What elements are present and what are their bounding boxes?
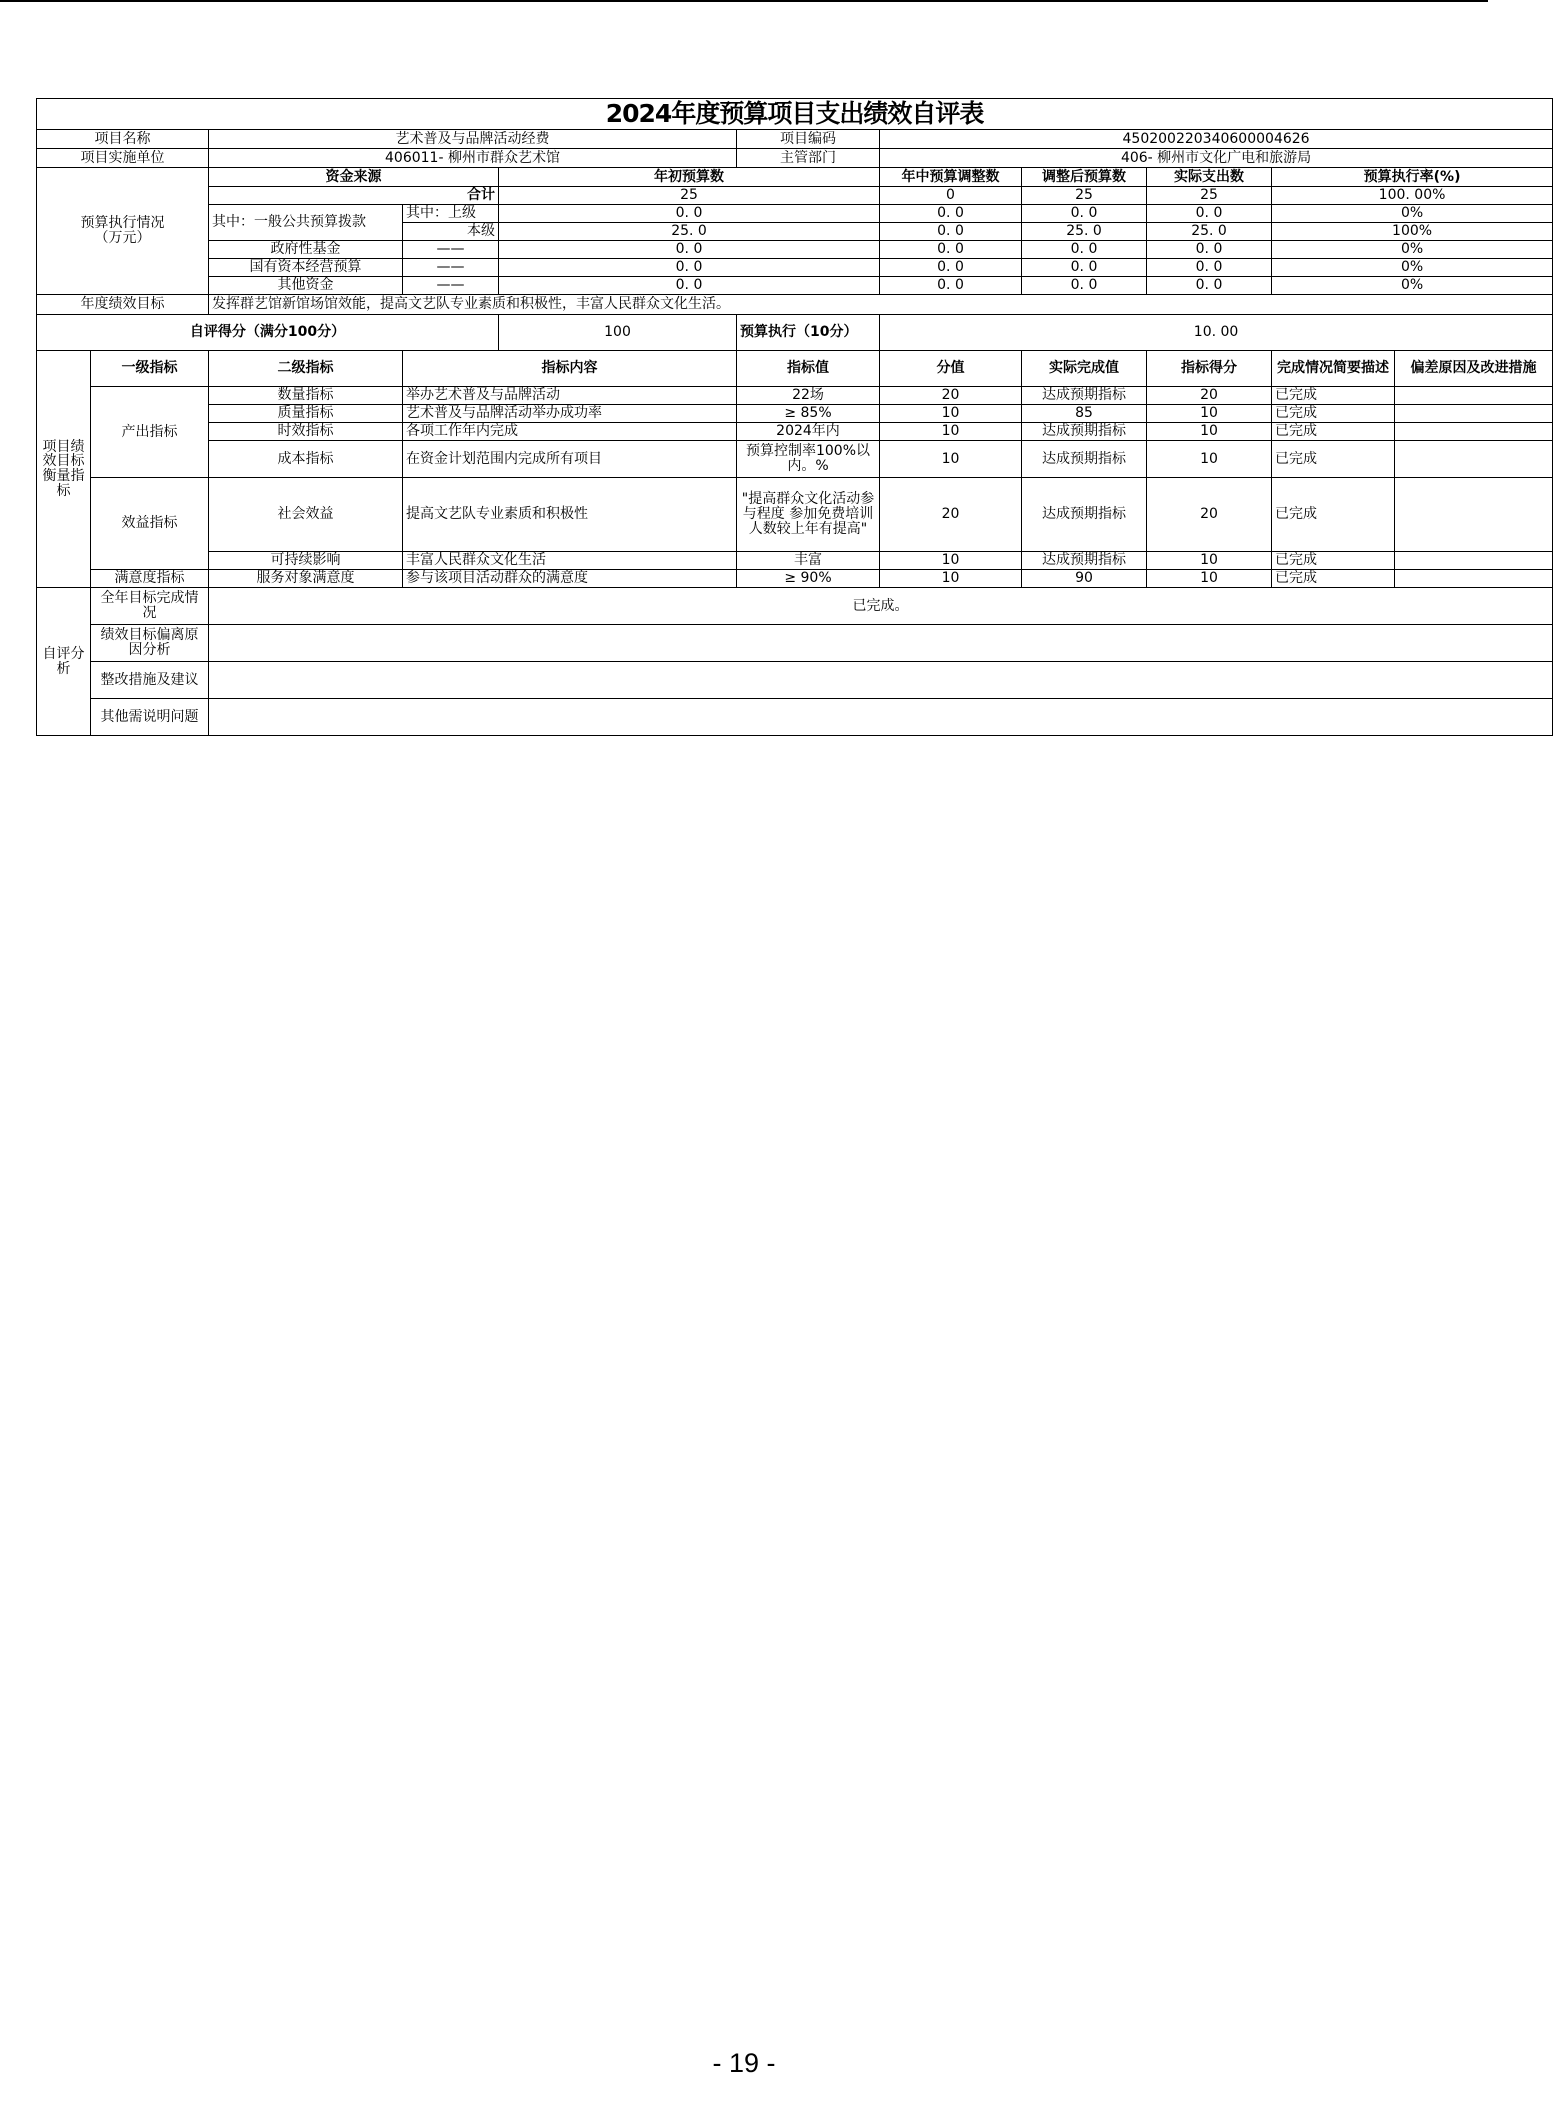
header-deviation: 偏差原因及改进措施 — [1395, 351, 1553, 387]
upper-mid-adjust: 0. 0 — [880, 205, 1022, 223]
value-cell: ≥ 85% — [737, 405, 880, 423]
impl-unit-value: 406011- 柳州市群众艺术馆 — [209, 149, 737, 168]
local-mid-adjust: 0. 0 — [880, 223, 1022, 241]
points-cell: 10 — [880, 423, 1022, 441]
header-level1: 一级指标 — [91, 351, 209, 387]
self-analysis-label: 自评分析 — [37, 588, 91, 736]
actual-cell: 达成预期指标 — [1022, 478, 1147, 552]
deviation-cell — [1395, 387, 1553, 405]
other-fund-adjusted: 0. 0 — [1022, 277, 1147, 295]
other-fund-initial: 0. 0 — [499, 277, 880, 295]
value-cell: "提高群众文化活动参与程度 参加免费培训人数较上年有提高" — [737, 478, 880, 552]
gov-fund-label: 政府性基金 — [209, 241, 403, 259]
score-cell: 10 — [1147, 570, 1272, 588]
deviation-cell — [1395, 570, 1553, 588]
project-code-value: 450200220340600004626 — [880, 130, 1553, 149]
desc-cell: 已完成 — [1272, 441, 1395, 478]
header-initial-budget: 年初预算数 — [499, 168, 880, 187]
analysis-row-label: 其他需说明问题 — [91, 699, 209, 736]
other-fund-mid-adjust: 0. 0 — [880, 277, 1022, 295]
score-cell: 10 — [1147, 441, 1272, 478]
deviation-cell — [1395, 405, 1553, 423]
score-cell: 10 — [1147, 552, 1272, 570]
state-capital-mid-adjust: 0. 0 — [880, 259, 1022, 277]
budget-section-label: 预算执行情况 （万元） — [37, 168, 209, 295]
score-cell: 10 — [1147, 405, 1272, 423]
top-border-line — [0, 0, 1488, 2]
project-name-value: 艺术普及与品牌活动经费 — [209, 130, 737, 149]
analysis-row-text — [209, 625, 1553, 662]
project-code-label: 项目编码 — [737, 130, 880, 149]
upper-adjusted: 0. 0 — [1022, 205, 1147, 223]
points-cell: 20 — [880, 478, 1022, 552]
analysis-row-text — [209, 662, 1553, 699]
table-row — [37, 423, 1553, 441]
table-row — [37, 478, 1553, 552]
table-row — [37, 570, 1553, 588]
local-label: 本级 — [403, 223, 499, 241]
gov-fund-rate: 0% — [1272, 241, 1553, 259]
deviation-cell — [1395, 478, 1553, 552]
total-label: 合计 — [209, 187, 499, 205]
budget-exec-label: 预算执行（10分） — [737, 315, 880, 351]
table-row — [37, 552, 1553, 570]
value-cell: 丰富 — [737, 552, 880, 570]
header-exec-rate: 预算执行率(%) — [1272, 168, 1553, 187]
project-name-label: 项目名称 — [37, 130, 209, 149]
local-initial: 25. 0 — [499, 223, 880, 241]
general-budget-label: 其中：一般公共预算拨款 — [209, 205, 403, 241]
other-fund-actual: 0. 0 — [1147, 277, 1272, 295]
impl-unit-label: 项目实施单位 — [37, 149, 209, 168]
table-row — [37, 387, 1553, 405]
level2-cell: 服务对象满意度 — [209, 570, 403, 588]
actual-cell: 达成预期指标 — [1022, 423, 1147, 441]
level2-cell: 质量指标 — [209, 405, 403, 423]
state-capital-initial: 0. 0 — [499, 259, 880, 277]
local-actual: 25. 0 — [1147, 223, 1272, 241]
dept-value: 406- 柳州市文化广电和旅游局 — [880, 149, 1553, 168]
points-cell: 20 — [880, 387, 1022, 405]
desc-cell: 已完成 — [1272, 478, 1395, 552]
header-actual-value: 实际完成值 — [1022, 351, 1147, 387]
deviation-cell — [1395, 441, 1553, 478]
state-capital-rate: 0% — [1272, 259, 1553, 277]
total-actual: 25 — [1147, 187, 1272, 205]
content-cell: 提高文艺队专业素质和积极性 — [403, 478, 737, 552]
header-fund-source: 资金来源 — [209, 168, 499, 187]
budget-exec-value: 10. 00 — [880, 315, 1553, 351]
total-rate: 100. 00% — [1272, 187, 1553, 205]
upper-label: 其中：上级 — [403, 205, 499, 223]
state-capital-adjusted: 0. 0 — [1022, 259, 1147, 277]
header-indicator-value: 指标值 — [737, 351, 880, 387]
header-adjusted-budget: 调整后预算数 — [1022, 168, 1147, 187]
other-fund-rate: 0% — [1272, 277, 1553, 295]
header-content: 指标内容 — [403, 351, 737, 387]
actual-cell: 达成预期指标 — [1022, 441, 1147, 478]
score-cell: 20 — [1147, 387, 1272, 405]
local-rate: 100% — [1272, 223, 1553, 241]
desc-cell: 已完成 — [1272, 387, 1395, 405]
state-capital-sub: —— — [403, 259, 499, 277]
points-cell: 10 — [880, 405, 1022, 423]
actual-cell: 90 — [1022, 570, 1147, 588]
benefit-indicator-label: 效益指标 — [91, 478, 209, 570]
gov-fund-mid-adjust: 0. 0 — [880, 241, 1022, 259]
header-level2: 二级指标 — [209, 351, 403, 387]
content-cell: 参与该项目活动群众的满意度 — [403, 570, 737, 588]
total-adjusted: 25 — [1022, 187, 1147, 205]
points-cell: 10 — [880, 441, 1022, 478]
level2-cell: 成本指标 — [209, 441, 403, 478]
content-cell: 在资金计划范围内完成所有项目 — [403, 441, 737, 478]
analysis-row-text: 已完成。 — [209, 588, 1553, 625]
desc-cell: 已完成 — [1272, 552, 1395, 570]
self-score-value: 100 — [499, 315, 737, 351]
actual-cell: 达成预期指标 — [1022, 552, 1147, 570]
header-points: 分值 — [880, 351, 1022, 387]
annual-goal-text: 发挥群艺馆新馆场馆效能，提高文艺队专业素质和积极性，丰富人民群众文化生活。 — [209, 295, 1553, 315]
satisfaction-indicator-label: 满意度指标 — [91, 570, 209, 588]
desc-cell: 已完成 — [1272, 570, 1395, 588]
indicator-section-label: 项目绩效目标衡量指标 — [37, 351, 91, 588]
header-completion-desc: 完成情况简要描述 — [1272, 351, 1395, 387]
score-cell: 10 — [1147, 423, 1272, 441]
dept-label: 主管部门 — [737, 149, 880, 168]
content-cell: 各项工作年内完成 — [403, 423, 737, 441]
level2-cell: 时效指标 — [209, 423, 403, 441]
local-adjusted: 25. 0 — [1022, 223, 1147, 241]
self-score-label: 自评得分（满分100分） — [37, 315, 499, 351]
gov-fund-initial: 0. 0 — [499, 241, 880, 259]
table-row — [37, 441, 1553, 478]
level2-cell: 数量指标 — [209, 387, 403, 405]
other-fund-label: 其他资金 — [209, 277, 403, 295]
deviation-cell — [1395, 423, 1553, 441]
gov-fund-adjusted: 0. 0 — [1022, 241, 1147, 259]
value-cell: 预算控制率100%以内。% — [737, 441, 880, 478]
page-number: - 19 - — [712, 2048, 776, 2078]
points-cell: 10 — [880, 552, 1022, 570]
total-initial: 25 — [499, 187, 880, 205]
analysis-row-label: 全年目标完成情况 — [91, 588, 209, 625]
gov-fund-actual: 0. 0 — [1147, 241, 1272, 259]
other-fund-sub: —— — [403, 277, 499, 295]
performance-self-evaluation-table — [36, 98, 1553, 736]
actual-cell: 达成预期指标 — [1022, 387, 1147, 405]
points-cell: 10 — [880, 570, 1022, 588]
level2-cell: 可持续影响 — [209, 552, 403, 570]
deviation-cell — [1395, 552, 1553, 570]
level2-cell: 社会效益 — [209, 478, 403, 552]
content-cell: 举办艺术普及与品牌活动 — [403, 387, 737, 405]
state-capital-label: 国有资本经营预算 — [209, 259, 403, 277]
value-cell: ≥ 90% — [737, 570, 880, 588]
desc-cell: 已完成 — [1272, 423, 1395, 441]
upper-rate: 0% — [1272, 205, 1553, 223]
content-cell: 艺术普及与品牌活动举办成功率 — [403, 405, 737, 423]
analysis-row-label: 整改措施及建议 — [91, 662, 209, 699]
desc-cell: 已完成 — [1272, 405, 1395, 423]
annual-goal-label: 年度绩效目标 — [37, 295, 209, 315]
table-row — [37, 405, 1553, 423]
header-mid-adjust: 年中预算调整数 — [880, 168, 1022, 187]
value-cell: 2024年内 — [737, 423, 880, 441]
header-indicator-score: 指标得分 — [1147, 351, 1272, 387]
upper-initial: 0. 0 — [499, 205, 880, 223]
value-cell: 22场 — [737, 387, 880, 405]
upper-actual: 0. 0 — [1147, 205, 1272, 223]
state-capital-actual: 0. 0 — [1147, 259, 1272, 277]
gov-fund-sub: —— — [403, 241, 499, 259]
total-mid-adjust: 0 — [880, 187, 1022, 205]
score-cell: 20 — [1147, 478, 1272, 552]
output-indicator-label: 产出指标 — [91, 387, 209, 478]
analysis-row-label: 绩效目标偏离原因分析 — [91, 625, 209, 662]
content-cell: 丰富人民群众文化生活 — [403, 552, 737, 570]
analysis-row-text — [209, 699, 1553, 736]
header-actual-spend: 实际支出数 — [1147, 168, 1272, 187]
table-title: 2024年度预算项目支出绩效自评表 — [37, 99, 1553, 130]
actual-cell: 85 — [1022, 405, 1147, 423]
